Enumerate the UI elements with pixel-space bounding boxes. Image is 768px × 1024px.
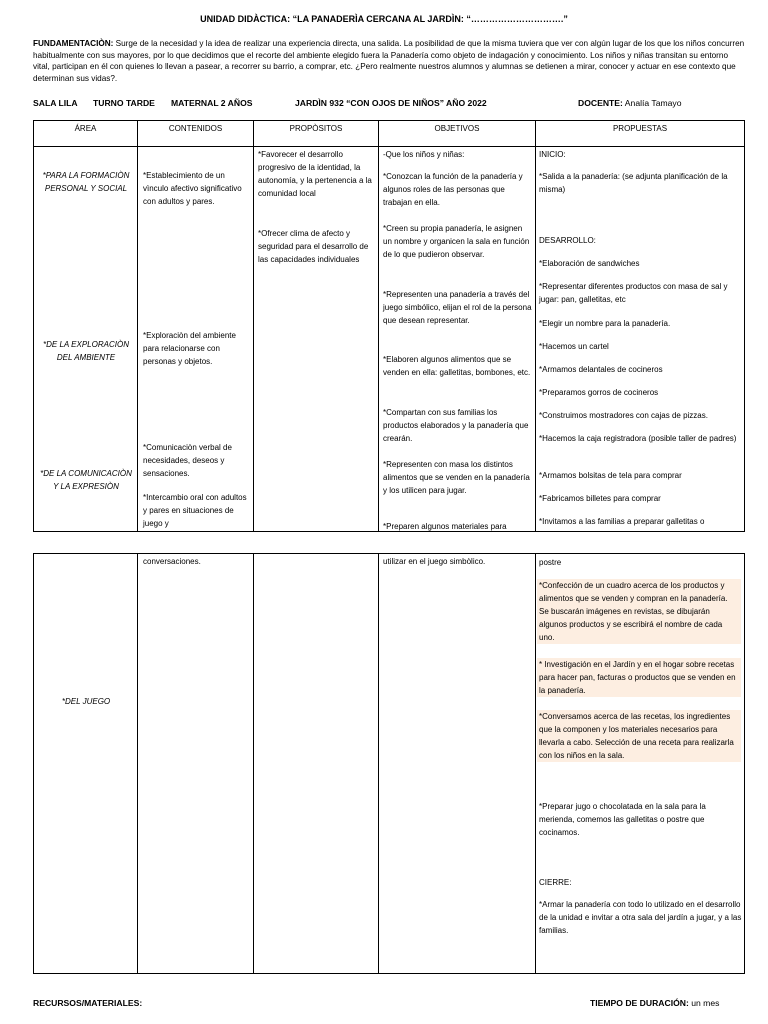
propuesta-armar-panaderia: *Armar la panadería con todo lo utilizado en el desarrollo de la unidad e invitar a otra sala del jardín a jugar, y a las familias. — [539, 900, 742, 935]
area-exploracion: *DE LA EXPLORACIÒN DEL AMBIENTE — [43, 340, 129, 362]
propuesta-merienda: *Preparar jugo o chocolatada en la sala para la merienda, comemos las galletitas o postre que cocinamos. — [539, 802, 706, 837]
propuesta-investigacion-recetas: * Investigación en el Jardín y en el hogar sobre recetas para hacer pan, facturas o productos que se venden en la panadería. — [537, 658, 741, 697]
header-objetivos: OBJETIVOS — [379, 121, 536, 147]
header-area: ÁREA — [34, 121, 138, 147]
objetivo-preparen-continued: utilizar en el juego simbòlico. — [383, 557, 486, 566]
planning-table-1 — [33, 120, 745, 532]
recursos-label: RECURSOS/MATERIALES: — [33, 998, 143, 1008]
header-contenidos: CONTENIDOS — [138, 121, 254, 147]
propuesta-conversamos-recetas: *Conversamos acerca de las recetas, los ingredientes que la componen y los materiales necesarios para llevarla a cabo. Selección de una receta para realizarla con los niños en la sala. — [537, 710, 741, 762]
contenido-vinculo: *Establecimiento de un vìnculo afectivo significativo con adultos y pares. — [143, 171, 242, 206]
contenido-comunicacion-verbal: *Comunicaciòn verbal de necesidades, deseos y sensaciones. — [143, 443, 232, 478]
contenido-intercambio-oral: *Intercambio oral con adultos y pares en situaciones de juego y — [143, 493, 247, 528]
propuesta-delantales: *Armamos delantales de cocineros — [539, 365, 663, 374]
objetivo-representen-masa: *Representen con masa los distintos alimentos que se venden en la panadería y los utilicen para jugar. — [383, 460, 530, 495]
propuesta-bolsitas: *Armamos bolsitas de tela para comprar — [539, 471, 682, 480]
propositos-cell — [254, 147, 379, 532]
propuesta-invitamos: *Invitamos a las familias a preparar galletitas o — [539, 517, 705, 526]
fundamentacion-paragraph — [33, 38, 745, 84]
propuesta-cierre: CIERRE: — [539, 878, 572, 887]
propuesta-nombre: *Elegir un nombre para la panadería. — [539, 319, 671, 328]
turno-label: TURNO TARDE — [93, 98, 155, 108]
propuestas-cell-continued — [536, 554, 745, 974]
contenido-intercambio-oral-continued: conversaciones. — [143, 557, 201, 566]
objetivo-representen-juego: *Representen una panadería a través del juego simbólico, elijan el rol de la persona que desean representar. — [383, 290, 532, 325]
propuesta-salida: *Salida a la panadería: (se adjunta planificación de la misma) — [539, 172, 728, 194]
area-cell — [34, 147, 138, 532]
propuesta-mostradores: *Construimos mostradores con cajas de pizzas. — [539, 411, 708, 420]
propuesta-gorros: *Preparamos gorros de cocineros — [539, 388, 659, 397]
contenidos-cell-continued — [138, 554, 254, 974]
objetivos-cell-continued — [379, 554, 536, 974]
header-propositos: PROPÒSITOS — [254, 121, 379, 147]
docente-field — [578, 98, 682, 108]
contenido-exploracion: *Exploraciòn del ambiente para relacionarse con personas y objetos. — [143, 331, 236, 366]
tiempo-duracion — [590, 998, 719, 1008]
contenidos-cell — [138, 147, 254, 532]
propuesta-masa-sal: *Representar diferentes productos con masa de sal y jugar: pan, galletitas, etc — [539, 282, 728, 304]
maternal-label: MATERNAL 2 AÑOS — [171, 98, 253, 108]
docente-name: Analía Tamayo — [622, 98, 682, 108]
planning-table-2 — [33, 553, 745, 974]
propuesta-invitamos-continued: postre — [539, 558, 562, 567]
docente-label: DOCENTE: — [578, 98, 623, 108]
propuesta-cartel: *Hacemos un cartel — [539, 342, 609, 351]
document-title: UNIDAD DIDÀCTICA: “LA PANADERÌA CERCANA AL JARDÌN: “………………………….” — [200, 14, 568, 24]
objetivo-creen: *Creen su propia panadería, le asignen un nombre y organicen la sala en función de lo que pudieron observar. — [383, 224, 530, 259]
objetivo-intro: -Que los niños y niñas: — [383, 150, 465, 159]
proposito-clima-afecto: *Ofrecer clima de afecto y seguridad para el desarrollo de las capacidades individuales — [258, 229, 369, 264]
area-personal-social: *PARA LA FORMACIÒN PERSONAL Y SOCIAL — [42, 171, 130, 193]
proposito-identidad: *Favorecer el desarrollo progresivo de la identidad, la autonomía, y la pertenencia a la comunidad local — [258, 150, 372, 198]
fundamentacion-text: Surge de la necesidad y la idea de realizar una experiencia directa, una salida. La posibilidad de que la misma tuviera que ver con algún lugar de los que los niños concurren habitualmente con sus mayores, por lo que decidimos que el recorte del ambiente elegido fuera la Panadería como objeto de indagación y conocimiento. Los niños y niñas transitan su entorno vital, participan en él con quienes lo llevan a pasear, a recorrer su barrio, a comprar, etc. ¿Pero realmente nuestros alumnos y alumnas se detienen a mirar, conocer y actuar en ese contexto que determinan sus vidas?. — [33, 39, 745, 83]
header-propuestas: PROPUESTAS — [536, 121, 745, 147]
propuesta-caja-registradora: *Hacemos la caja registradora (posible taller de padres) — [539, 434, 737, 443]
propuestas-cell — [536, 147, 745, 532]
propuesta-billetes: *Fabricamos billetes para comprar — [539, 494, 661, 503]
fundamentacion-label: FUNDAMENTACIÒN: — [33, 39, 114, 48]
objetivo-compartan: *Compartan con sus familias los productos elaborados y la panadería que crearán. — [383, 408, 529, 443]
propositos-cell-continued — [254, 554, 379, 974]
tiempo-value: un mes — [688, 998, 720, 1008]
sala-label: SALA LILA — [33, 98, 78, 108]
propuesta-inicio: INICIO: — [539, 150, 566, 159]
objetivo-conozcan: *Conozcan la función de la panadería y algunos roles de las personas que trabajan en ella. — [383, 172, 523, 207]
propuesta-sandwiches: *Elaboración de sandwiches — [539, 259, 640, 268]
table-header-row — [34, 121, 745, 147]
propuesta-cuadro-productos: *Confección de un cuadro acerca de los productos y alimentos que se venden y compran en la panadería. Se buscarán imágenes en revistas, se dibujarán algunos productos y se escribirá el nombre de cada uno. — [537, 579, 741, 644]
objetivo-preparen: *Preparen algunos materiales para — [383, 522, 507, 531]
info-row — [33, 98, 745, 112]
objetivos-cell — [379, 147, 536, 532]
area-comunicacion: *DE LA COMUNICACIÒN Y LA EXPRESIÒN — [40, 469, 132, 491]
propuesta-desarrollo: DESARROLLO: — [539, 236, 596, 245]
tiempo-label: TIEMPO DE DURACIÓN: — [590, 998, 689, 1008]
objetivo-elaboren: *Elaboren algunos alimentos que se venden en ella: galletitas, bombones, etc. — [383, 355, 531, 377]
jardin-label: JARDÌN 932 “CON OJOS DE NIÑOS” AÑO 2022 — [295, 98, 487, 108]
area-juego: *DEL JUEGO — [61, 697, 111, 706]
area-cell-continued — [34, 554, 138, 974]
